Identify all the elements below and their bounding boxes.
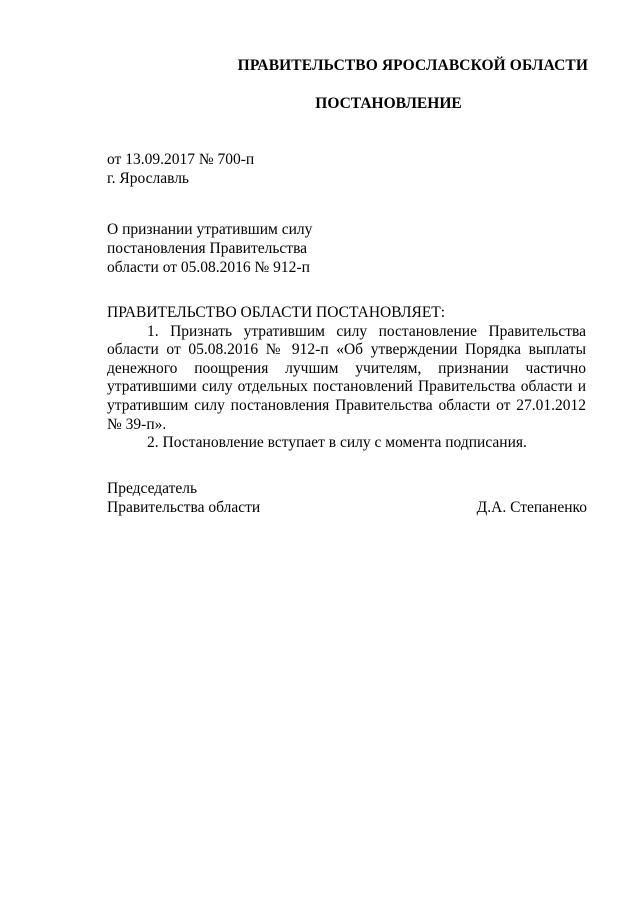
date-number: от 13.09.2017 № 700-п (107, 151, 255, 168)
city: г. Ярославль (107, 170, 189, 187)
document-type-heading (107, 95, 552, 113)
subject-line-1: О признании утратившим силу (107, 221, 313, 238)
body-item-1: 1. Признать утратившим силу постановление Правительства области от 05.08.2016 № 912-п «Об утверждении Порядка выплаты денежного поощрения лучшим учителям, признании частично утратившими силу отдельных постановлений Правительства области и утратившим силу постановления Правительства области от 27.01.2012 № 39-п». (107, 322, 586, 433)
document-type-label: ПОСТАНОВЛЕНИЕ (315, 95, 462, 112)
government-title: ПРАВИТЕЛЬСТВО ЯРОСЛАВСКОЙ ОБЛАСТИ (237, 57, 588, 74)
signatory-position-2: Правительства области (107, 499, 261, 516)
signature-block (107, 479, 587, 517)
document-subject (107, 220, 312, 277)
signatory-name: Д.А. Степаненко (476, 499, 587, 516)
signatory-position-1: Председатель (107, 480, 198, 497)
signature-row (107, 498, 587, 517)
subject-line-3: области от 05.08.2016 № 912-п (107, 259, 310, 276)
resolves-heading: ПРАВИТЕЛЬСТВО ОБЛАСТИ ПОСТАНОВЛЯЕТ: (107, 304, 446, 321)
subject-line-2: постановления Правительства (107, 240, 308, 257)
body-item-2: 2. Постановление вступает в силу с момента подписания. (147, 434, 527, 452)
document-meta (107, 150, 254, 188)
document-body (107, 304, 586, 453)
